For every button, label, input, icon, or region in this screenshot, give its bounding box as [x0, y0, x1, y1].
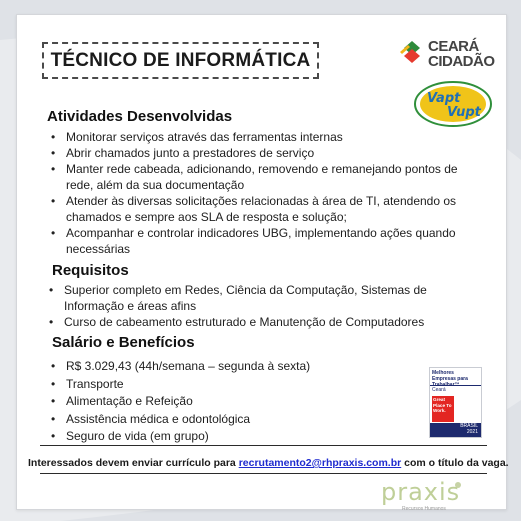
- badge-title: Melhores Empresas para Trabalhar™: [430, 368, 481, 386]
- divider-top: [40, 445, 487, 446]
- list-item: • Abrir chamados junto a prestadores de serviço: [48, 145, 466, 161]
- atividades-heading: Atividades Desenvolvidas: [47, 108, 233, 125]
- list-item: • Atender às diversas solicitações relacionadas à área de TI, atendendo os chamados e sempre aos SLA de resposta e solução;: [48, 193, 466, 225]
- praxis-subtitle: Recursos Humanos: [402, 506, 446, 512]
- list-item: • Superior completo em Redes, Ciência da Computação, Sistemas de Informação e áreas afins: [46, 282, 466, 314]
- list-item: • Alimentação e Refeição: [48, 393, 418, 409]
- badge-great-place: Great Place To Work.: [432, 396, 454, 422]
- list-item: • Seguro de vida (em grupo): [48, 428, 418, 444]
- vapt-word: Vapt: [427, 91, 461, 106]
- requisitos-list: [46, 282, 466, 330]
- praxis-wordmark: praxis: [381, 478, 461, 506]
- vupt-word: Vupt: [447, 105, 481, 120]
- ceara-word: CEARÁ: [428, 38, 479, 55]
- salario-list: [48, 358, 418, 444]
- great-place-to-work-badge: [429, 367, 482, 438]
- footer-text: Interessados devem enviar currículo para: [28, 457, 239, 469]
- badge-country: BRASIL: [460, 423, 478, 429]
- list-item: • Monitorar serviços através das ferramentas internas: [48, 129, 466, 145]
- list-item: • R$ 3.029,43 (44h/semana – segunda à sexta): [48, 358, 418, 374]
- vapt-vupt-logo: [413, 80, 493, 132]
- requisitos-heading: Requisitos: [52, 262, 129, 279]
- badge-footer: [430, 423, 481, 437]
- list-item: • Manter rede cabeada, adicionando, removendo e remanejando pontos de rede, além da sua documentação: [48, 161, 466, 193]
- divider-bottom: [40, 473, 487, 474]
- email-link[interactable]: recrutamento2@rhpraxis.com.br: [238, 457, 402, 469]
- list-item: • Acompanhar e controlar indicadores UBG, implementando ações quando necessárias: [48, 225, 466, 257]
- cidadao-word: CIDADÃO: [428, 53, 495, 70]
- ceara-cidadao-text: [428, 39, 495, 69]
- salario-heading: Salário e Benefícios: [52, 334, 195, 351]
- list-item: • Curso de cabeamento estruturado e Manutenção de Computadores: [46, 314, 466, 330]
- list-item: • Transporte: [48, 376, 418, 392]
- atividades-list: [48, 129, 466, 257]
- badge-year: 2021: [466, 428, 478, 435]
- job-title: TÉCNICO DE INFORMÁTICA: [42, 42, 319, 79]
- list-item: • Assistência médica e odontológica: [48, 411, 418, 427]
- footer-instructions: [28, 457, 509, 469]
- footer-text-end: com o título da vaga.: [401, 457, 509, 469]
- badge-location: Ceará: [432, 387, 446, 393]
